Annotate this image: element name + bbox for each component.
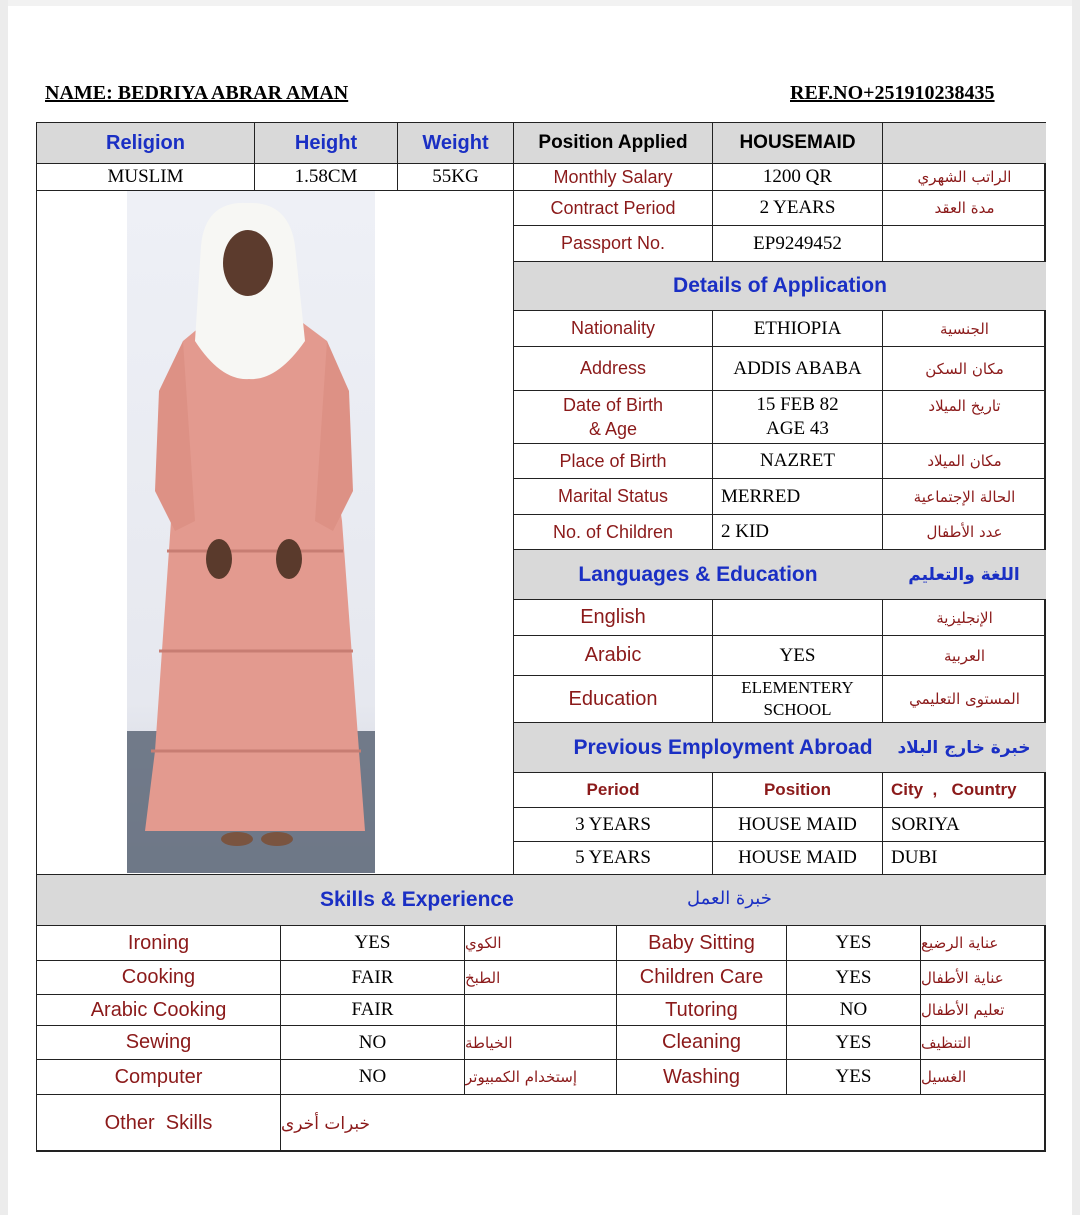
employment-row-1-position: HOUSE MAID [712, 807, 882, 841]
candidate-name: NAME: BEDRIYA ABRAR AMAN [45, 82, 349, 104]
dob-value: 15 FEB 82 [756, 394, 839, 415]
education-arabic: المستوى التعليمي [882, 675, 1046, 722]
height-header: Height [254, 122, 397, 163]
education-value-line1: ELEMENTERY [741, 678, 854, 697]
other-skills-label: Other Skills [36, 1094, 280, 1152]
passport-label: Passport No. [513, 225, 712, 261]
skill-children-care-label: Children Care [616, 960, 786, 994]
english-arabic: الإنجليزية [882, 599, 1046, 635]
monthly-salary-value: 1200 QR [712, 163, 882, 190]
skill-baby-sitting-label: Baby Sitting [616, 925, 786, 960]
skills-heading: Skills & Experience [320, 888, 514, 911]
children-label: No. of Children [513, 514, 712, 549]
skills-heading-bar [36, 874, 1046, 925]
education-value [712, 675, 882, 722]
skill-baby-sitting-value: YES [786, 925, 920, 960]
skills-heading-arabic: خبرة العمل [687, 888, 772, 909]
religion-value: MUSLIM [36, 163, 254, 190]
employment-city-header: City , Country [882, 772, 1046, 807]
skill-cooking-value: FAIR [280, 960, 464, 994]
position-applied-label: Position Applied [513, 122, 712, 163]
weight-header: Weight [397, 122, 513, 163]
skill-tutoring-arabic: تعليم الأطفال [920, 994, 1046, 1025]
languages-education-heading: Languages & Education [513, 549, 882, 599]
weight-value: 55KG [397, 163, 513, 190]
address-value: ADDIS ABABA [712, 346, 882, 390]
details-of-application-heading: Details of Application [513, 261, 1046, 310]
skill-cooking-label: Cooking [36, 960, 280, 994]
arabic-label: Arabic [513, 635, 712, 675]
dob-age-label [513, 390, 712, 443]
arabic-value: YES [712, 635, 882, 675]
monthly-salary-label: Monthly Salary [513, 163, 712, 190]
position-applied-value: HOUSEMAID [712, 122, 882, 163]
children-value: 2 KID [712, 514, 882, 549]
english-label: English [513, 599, 712, 635]
education-value-line2: SCHOOL [763, 700, 832, 719]
place-of-birth-label: Place of Birth [513, 443, 712, 478]
skill-children-care-value: YES [786, 960, 920, 994]
marital-status-arabic: الحالة الإجتماعية [882, 478, 1046, 514]
skill-sewing-label: Sewing [36, 1025, 280, 1059]
place-of-birth-value: NAZRET [712, 443, 882, 478]
skill-cleaning-label: Cleaning [616, 1025, 786, 1059]
position-applied-blank [882, 122, 1046, 163]
passport-value: EP9249452 [712, 225, 882, 261]
english-value [712, 599, 882, 635]
skill-arabic-cooking-value: FAIR [280, 994, 464, 1025]
skill-tutoring-value: NO [786, 994, 920, 1025]
reference-number: REF.NO+251910238435 [790, 82, 995, 104]
languages-education-heading-arabic: اللغة والتعليم [882, 549, 1046, 599]
religion-header: Religion [36, 122, 254, 163]
contract-period-label: Contract Period [513, 190, 712, 225]
skill-washing-value: YES [786, 1059, 920, 1094]
dob-age-value [712, 390, 882, 443]
height-value: 1.58CM [254, 163, 397, 190]
candidate-photo [127, 191, 375, 873]
arabic-arabic: العربية [882, 635, 1046, 675]
monthly-salary-arabic: الراتب الشهري [882, 163, 1046, 190]
age-value: AGE 43 [766, 418, 829, 439]
skill-children-care-arabic: عناية الأطفال [920, 960, 1046, 994]
skill-computer-arabic: إستخدام الكمبيوتر [464, 1059, 616, 1094]
skill-computer-value: NO [280, 1059, 464, 1094]
nationality-value: ETHIOPIA [712, 310, 882, 346]
employment-row-1-period: 3 YEARS [513, 807, 712, 841]
place-of-birth-arabic: مكان الميلاد [882, 443, 1046, 478]
address-label: Address [513, 346, 712, 390]
skill-sewing-arabic: الخياطة [464, 1025, 616, 1059]
skill-arabic-cooking-label: Arabic Cooking [36, 994, 280, 1025]
employment-row-2-position: HOUSE MAID [712, 841, 882, 874]
skill-cleaning-value: YES [786, 1025, 920, 1059]
previous-employment-heading-arabic: خبرة خارج البلاد [882, 722, 1046, 772]
skill-sewing-value: NO [280, 1025, 464, 1059]
dob-arabic: تاريخ الميلاد [882, 390, 1046, 443]
nationality-label: Nationality [513, 310, 712, 346]
previous-employment-heading: Previous Employment Abroad [513, 722, 882, 772]
employment-position-header: Position [712, 772, 882, 807]
skill-cleaning-arabic: التنظيف [920, 1025, 1046, 1059]
passport-blank [882, 225, 1046, 261]
marital-status-label: Marital Status [513, 478, 712, 514]
employment-row-2-period: 5 YEARS [513, 841, 712, 874]
skill-arabic-cooking-arabic [464, 994, 616, 1025]
employment-row-2-city: DUBI [882, 841, 1046, 874]
skill-washing-label: Washing [616, 1059, 786, 1094]
skill-ironing-label: Ironing [36, 925, 280, 960]
marital-status-value: MERRED [712, 478, 882, 514]
address-arabic: مكان السكن [882, 346, 1046, 390]
skill-baby-sitting-arabic: عناية الرضيع [920, 925, 1046, 960]
skill-tutoring-label: Tutoring [616, 994, 786, 1025]
other-skills-arabic: خبرات أخرى [280, 1094, 1046, 1152]
employment-period-header: Period [513, 772, 712, 807]
skill-ironing-arabic: الكوي [464, 925, 616, 960]
contract-period-arabic: مدة العقد [882, 190, 1046, 225]
dob-label-line2: & Age [588, 419, 638, 439]
photo-cell [36, 190, 513, 874]
skill-computer-label: Computer [36, 1059, 280, 1094]
contract-period-value: 2 YEARS [712, 190, 882, 225]
children-arabic: عدد الأطفال [882, 514, 1046, 549]
skill-ironing-value: YES [280, 925, 464, 960]
education-label: Education [513, 675, 712, 722]
skill-cooking-arabic: الطبخ [464, 960, 616, 994]
dob-label-line1: Date of Birth [562, 395, 664, 415]
skill-washing-arabic: الغسيل [920, 1059, 1046, 1094]
nationality-arabic: الجنسية [882, 310, 1046, 346]
employment-row-1-city: SORIYA [882, 807, 1046, 841]
